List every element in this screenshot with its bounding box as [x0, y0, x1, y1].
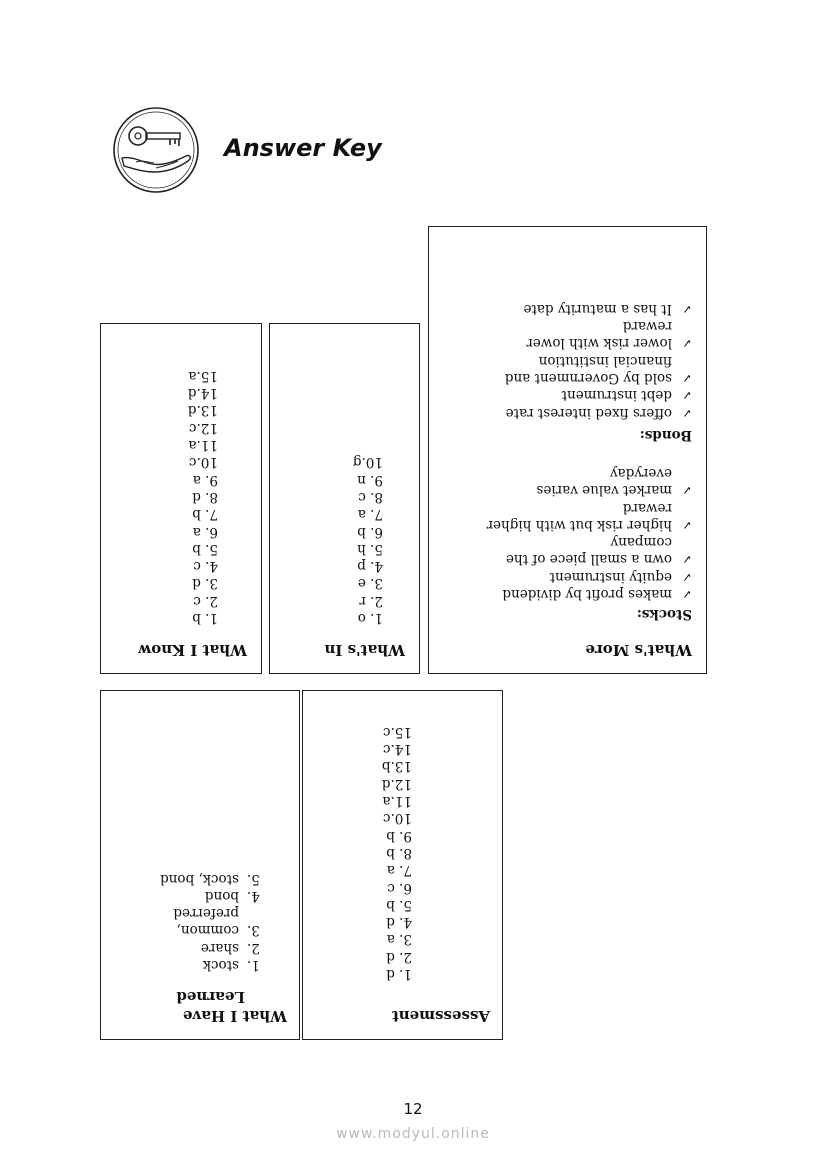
list-item: 8. d [192, 488, 218, 505]
item-text: stock [202, 957, 239, 973]
list-item: 12.c [188, 419, 218, 436]
item-text: stock, bond [160, 870, 239, 887]
list-item: 9. b [386, 827, 412, 844]
item-number: 2. [247, 939, 260, 956]
item-number: 5. [247, 870, 260, 887]
bonds-heading: Bonds: [639, 426, 692, 443]
list-item: 8. b [386, 844, 412, 861]
list-item: 4. d [386, 914, 412, 931]
list-item: 1. b [192, 610, 218, 626]
check-icon: ✓ [681, 388, 692, 403]
item-text: preferred [173, 905, 239, 922]
assessment-heading: Assessment [391, 1007, 490, 1025]
what-i-know-list [111, 367, 247, 626]
check-icon: ✓ [681, 552, 692, 567]
whats-more-heading: What's More [585, 641, 692, 659]
list-item: 5. b [192, 540, 218, 557]
assessment-list [313, 723, 490, 982]
list-item: 3. d [192, 575, 218, 592]
list-item: 7. a [386, 862, 412, 879]
list-item: 9. a [192, 471, 218, 488]
stocks-heading: Stocks: [636, 606, 692, 622]
list-item: 13.b [381, 758, 412, 775]
list-item: ✓ higher risk but with higher reward [486, 499, 692, 533]
whats-in-heading: What's In [324, 641, 405, 659]
list-item: 8. c [358, 488, 383, 505]
list-item: 3. e [357, 575, 383, 592]
list-item: 7. b [192, 506, 218, 523]
list-item: 14.d [187, 385, 218, 402]
list-item: 2. c [193, 592, 218, 609]
what-i-have-learned-list [111, 869, 287, 973]
what-i-have-learned-heading-1: What I Have [182, 1007, 287, 1025]
bonds-list [439, 300, 692, 421]
list-item: ✓ It has a maturity date [523, 300, 692, 317]
list-item: 11.a [188, 437, 218, 454]
list-item: 7. a [357, 506, 383, 523]
list-item: 10.c [188, 454, 218, 471]
check-icon: ✓ [681, 483, 692, 498]
list-item [111, 869, 267, 886]
list-item: 15.a [188, 367, 218, 384]
list-item: 10.g [352, 454, 383, 471]
list-item: 1. o [357, 610, 383, 626]
list-item: 12.d [381, 775, 412, 792]
check-icon: ✓ [681, 336, 692, 351]
item-number: 1. [247, 957, 260, 973]
item-text: bond [204, 887, 239, 904]
item-text: share [200, 939, 239, 956]
list-item [111, 938, 267, 955]
list-item: 13.d [187, 402, 218, 419]
item-number [247, 904, 267, 921]
list-item: 5. b [386, 896, 412, 913]
what-i-know-heading: What I Know [138, 641, 247, 659]
check-icon: ✓ [681, 405, 692, 420]
check-icon: ✓ [681, 587, 692, 601]
assessment-box [302, 690, 503, 1040]
list-item: 2. r [359, 592, 383, 609]
list-item: 15.c [382, 723, 412, 740]
item-number: 4. [247, 887, 260, 904]
list-item: 6. a [192, 523, 218, 540]
list-item: 14.c [382, 741, 412, 758]
list-item: 6. c [387, 879, 412, 896]
check-icon: ✓ [681, 517, 692, 532]
list-item: 3. a [386, 931, 412, 948]
item-text: common, [176, 922, 239, 939]
check-icon: ✓ [681, 371, 692, 386]
list-item [111, 887, 267, 904]
what-i-know-box [100, 323, 262, 674]
item-number: 3. [247, 922, 260, 939]
what-i-have-learned-heading-2: Learned [176, 988, 245, 1006]
list-item: 4. p [357, 558, 383, 575]
list-item: 2. d [386, 948, 412, 965]
whats-in-list [280, 453, 405, 626]
list-item [111, 956, 267, 973]
list-item: ✓ makes profit by dividend [502, 586, 692, 602]
check-icon: ✓ [681, 569, 692, 584]
list-item: ✓ debt instrument [561, 387, 692, 404]
list-item: ✓ equity instrument [549, 568, 692, 585]
page-number: 12 [403, 1100, 423, 1118]
whats-more-box [428, 226, 707, 674]
list-item: ✓ offers fixed interest rate [505, 404, 692, 421]
list-item: 1. d [386, 966, 412, 982]
list-item: 11.a [382, 793, 412, 810]
list-item: 10.c [382, 810, 412, 827]
list-item [111, 921, 267, 938]
list-item: 4. c [193, 558, 218, 575]
whats-in-box [269, 323, 420, 674]
watermark: www.modyul.online [336, 1126, 490, 1142]
stocks-list [439, 464, 692, 602]
list-item: 9. n [357, 471, 383, 488]
list-item: 6. b [357, 523, 383, 540]
check-icon: ✓ [681, 301, 692, 316]
list-item: ✓ market value varies everyday [536, 464, 692, 499]
list-item [111, 904, 267, 921]
what-i-have-learned-box [100, 690, 300, 1040]
list-item: 5. h [357, 540, 383, 557]
key-in-hand-icon [112, 106, 200, 194]
list-item: ✓ sold by Government and financial institution [504, 352, 692, 387]
list-item: ✓ lower risk with lower reward [526, 318, 692, 352]
page-title: Answer Key [224, 134, 382, 162]
list-item: ✓ own a small piece of the company [505, 534, 692, 568]
